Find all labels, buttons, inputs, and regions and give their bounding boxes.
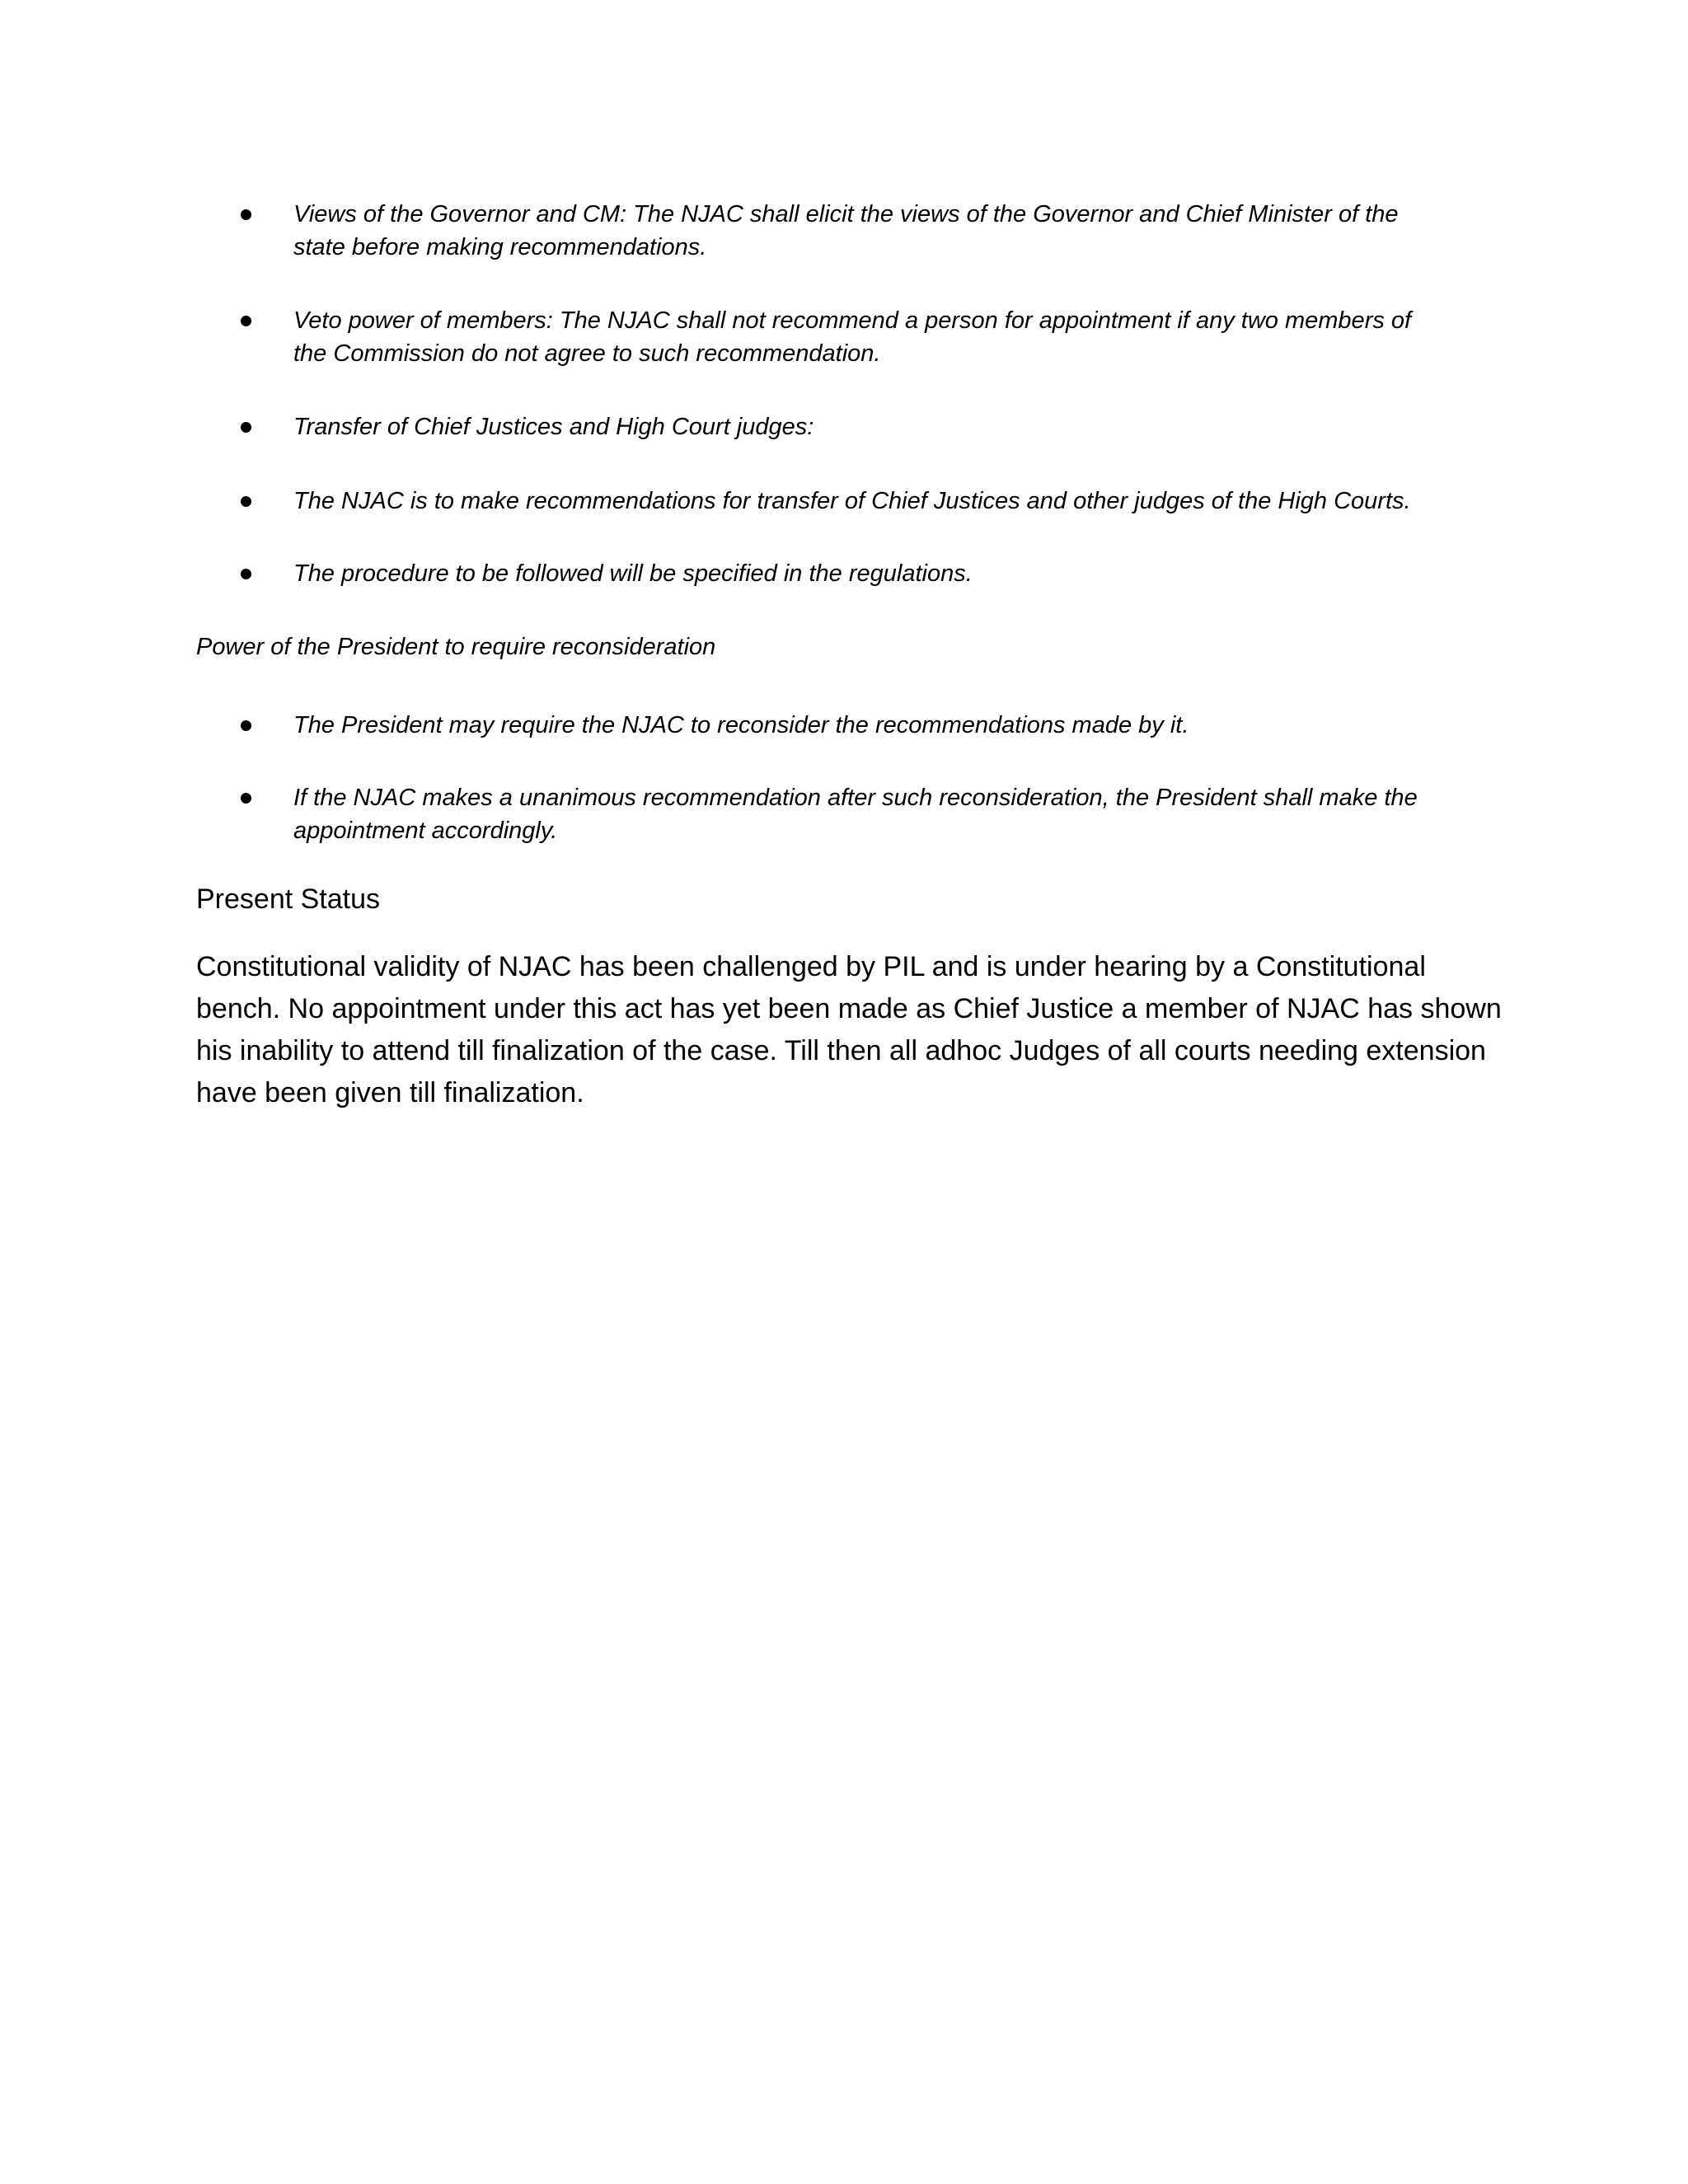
list-item-line: state before making recommendations. — [293, 234, 707, 260]
list-item-line: The procedure to be followed will be specified in the regulations. — [293, 560, 973, 587]
list-item-line: If the NJAC makes a unanimous recommendation after such reconsideration, the President shall make the — [293, 785, 1418, 811]
list-item-text — [293, 557, 1456, 590]
paragraph-line: his inability to attend till finalization of the case. Till then all adhoc Judges of all courts needing extension — [196, 1035, 1486, 1066]
list-item-line: appointment accordingly. — [293, 818, 558, 844]
list-item-line: The President may require the NJAC to reconsider the recommendations made by it. — [293, 712, 1189, 738]
bullet-icon — [241, 781, 254, 814]
bullet-icon — [241, 557, 254, 590]
list-item-line: Views of the Governor and CM: The NJAC shall elicit the views of the Governor and Chief Minister of the — [293, 201, 1399, 227]
section-heading-present-status: Present Status — [196, 883, 381, 915]
list-item-text — [293, 198, 1456, 264]
list-item-text — [293, 709, 1456, 742]
paragraph-line: have been given till finalization. — [196, 1077, 584, 1108]
bullet-icon — [241, 709, 254, 742]
bullet-icon — [241, 410, 254, 443]
bullet-icon — [241, 304, 254, 337]
list-item-line: Transfer of Chief Justices and High Court judges: — [293, 414, 814, 440]
list-item-text — [293, 781, 1456, 847]
paragraph-line: Constitutional validity of NJAC has been challenged by PIL and is under hearing by a Constitutional — [196, 951, 1426, 982]
bullet-icon — [241, 485, 254, 518]
list-item-line: Veto power of members: The NJAC shall not recommend a person for appointment if any two members of — [293, 307, 1412, 334]
list-item-line: The NJAC is to make recommendations for transfer of Chief Justices and other judges of the High Courts. — [293, 488, 1411, 514]
list-item-line: the Commission do not agree to such recommendation. — [293, 340, 881, 367]
list-item-text — [293, 410, 1456, 443]
list-item-text — [293, 304, 1456, 370]
paragraph-line: bench. No appointment under this act has yet been made as Chief Justice a member of NJAC has shown — [196, 993, 1502, 1024]
present-status-paragraph — [196, 946, 1502, 1114]
list-item-text — [293, 485, 1456, 518]
bullet-icon — [241, 198, 254, 231]
subheading-president-power: Power of the President to require reconsideration — [196, 634, 716, 660]
